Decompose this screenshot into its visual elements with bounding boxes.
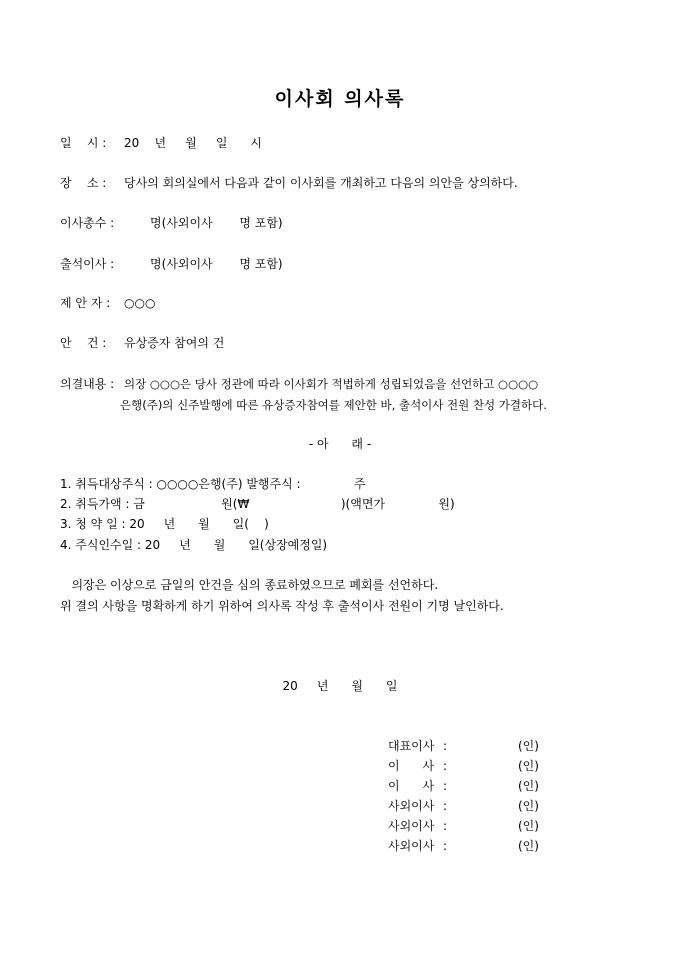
below-heading: - 아 래 -	[308, 437, 372, 451]
resolution-line-1: 의장 ○○○은 당사 정관에 따라 이사회가 적법하게 성립되었음을 선언하고 ○○○○	[124, 377, 539, 391]
seal-mark: (인)	[518, 819, 539, 833]
signature-colon: :	[443, 799, 448, 813]
closing-line-2: 위 결의 사항을 명확하게 하기 위하여 의사록 작성 후 출석이사 전원이 기명 날인하다.	[60, 599, 504, 613]
datetime-value: 20 년 월 일 시	[124, 136, 262, 150]
signature-colon: :	[443, 839, 448, 853]
agenda-value: 유상증자 참여의 건	[124, 336, 225, 350]
agenda-label: 안 건 :	[60, 336, 107, 350]
place-label: 장 소 :	[60, 176, 107, 190]
resolution-line-2: 은행(주)의 신주발행에 따른 유상증자참여를 제안한 바, 출석이사 전원 찬성 가결하다.	[120, 398, 547, 412]
proposer-value: ○○○	[124, 296, 156, 310]
signature-role: 사외이사	[388, 799, 435, 813]
total-directors-label: 이사총수 :	[60, 216, 115, 230]
resolution-label: 의결내용 :	[60, 377, 115, 391]
present-directors-value: 명(사외이사 명 포함)	[150, 257, 283, 271]
seal-mark: (인)	[518, 739, 539, 753]
signature-role: 사외이사	[388, 819, 435, 833]
signature-role: 이 사	[388, 759, 435, 773]
signature-colon: :	[443, 739, 448, 753]
seal-mark: (인)	[518, 759, 539, 773]
item-acquisition-shares: 1. 취득대상주식 : ○○○○은행(주) 발행주식 : 주	[60, 477, 366, 491]
signature-colon: :	[443, 759, 448, 773]
place-value: 당사의 회의실에서 다음과 같이 이사회를 개최하고 다음의 의안을 상의하다.	[124, 176, 518, 190]
signature-colon: :	[443, 779, 448, 793]
closing-line-1: 의장은 이상으로 금일의 안건을 심의 종료하였으므로 폐회를 선언하다.	[60, 578, 439, 592]
item-share-acceptance-date: 4. 주식인수일 : 20 년 월 일(상장예정일)	[60, 538, 328, 552]
signature-role: 이 사	[388, 779, 435, 793]
item-subscription-date: 3. 청 약 일 : 20 년 월 일( )	[60, 517, 269, 531]
seal-mark: (인)	[518, 779, 539, 793]
signature-role: 대표이사	[388, 739, 435, 753]
document-title: 이사회 의사록	[274, 88, 406, 110]
proposer-label: 제 안 자 :	[60, 296, 111, 310]
total-directors-value: 명(사외이사 명 포함)	[150, 216, 283, 230]
signing-date: 20 년 월 일	[282, 679, 398, 693]
signature-role: 사외이사	[388, 839, 435, 853]
datetime-label: 일 시 :	[60, 136, 107, 150]
signature-colon: :	[443, 819, 448, 833]
seal-mark: (인)	[518, 799, 539, 813]
seal-mark: (인)	[518, 839, 539, 853]
present-directors-label: 출석이사 :	[60, 257, 115, 271]
item-acquisition-price: 2. 취득가액 : 금 원(₩ )(액면가 원)	[60, 497, 455, 511]
